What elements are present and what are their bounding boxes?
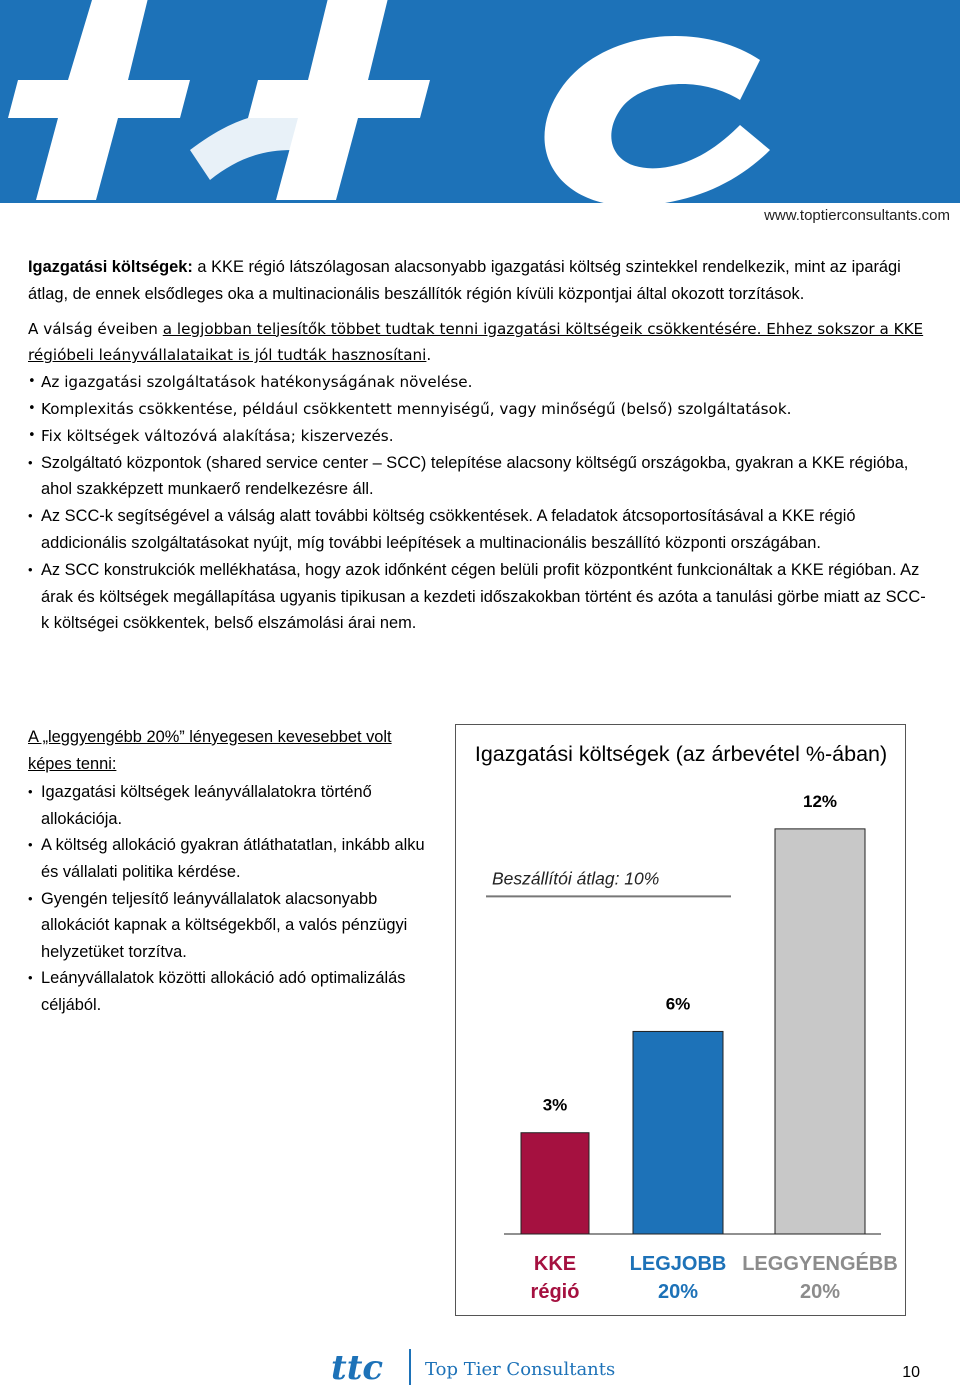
bar-1 (633, 1031, 723, 1234)
website-url[interactable]: www.toptierconsultants.com (764, 207, 950, 224)
list-item: • Igazgatási költségek leányvállalatokra történő allokációja. (28, 779, 438, 832)
page-number: 10 (902, 1364, 920, 1381)
main-text (28, 254, 933, 637)
footer-brand-name: Top Tier Consultants (425, 1359, 616, 1380)
chart-panel (455, 724, 906, 1316)
list-item: • Az SCC konstrukciók mellékhatása, hogy azok időnként cégen belüli profit központként funkcionáltak a KKE régióban. Az árak és költségek megállapítása ugyanis tipikusan a kezdeti időszakokban történt és azóta a tanulási görbe miatt az SCC-k költségei csökkentek, belső elszámolási árai nem. (28, 557, 933, 637)
category-label-1-1: 20% (657, 1281, 699, 1303)
bar-chart (456, 725, 907, 1317)
ttc-logo-graphic (0, 0, 960, 203)
footer-divider (409, 1349, 411, 1385)
list-item: • Az SCC-k segítségével a válság alatt további költség csökkentések. A feladatok átcsoportosításával a KKE régió addicionális szolgáltatásokat nyújt, míg további leépítések a multinacionális beszállító központi országában. (28, 503, 933, 557)
footer-logo (331, 1347, 651, 1392)
intro-bold: Igazgatási költségek: (28, 258, 193, 276)
intro-rest: a KKE régió látszólagosan alacsonyabb igazgatási költség szintekkel rendelkezik, mint az iparági átlag, de ennek elsődleges oka a multinacionális beszállítók régión kívüli központjai által okozott torzítások. (28, 258, 901, 303)
list-item: • Szolgáltató központok (shared service center – SCC) telepítése alacsony költségű országokba, gyakran a KKE régióba, ahol szakképzett munkaerő rendelkezésre áll. (28, 450, 933, 504)
bullets-top (28, 369, 933, 449)
list-item: • Fix költségek változóvá alakítása; kiszervezés. (28, 423, 933, 450)
bar-2 (775, 829, 865, 1234)
category-label-0-0: KKE (533, 1253, 577, 1275)
footer-logo-mark: ttc (331, 1348, 384, 1387)
reference-line-label: Beszállítói átlag: 10% (492, 868, 660, 889)
crisis-tail: . (426, 346, 432, 365)
list-item: • A költség allokáció gyakran átláthatatlan, inkább alku és vállalati politika kérdése. (28, 832, 438, 885)
crisis-lead: A válság éveiben (28, 319, 163, 338)
list-item: • Leányvállalatok közötti allokáció adó optimalizálás céljából. (28, 965, 438, 1018)
crisis-paragraph (28, 316, 933, 370)
value-label-2: 12% (802, 791, 838, 811)
value-label-1: 6% (665, 994, 691, 1014)
category-label-2-0: LEGGYENGÉBB (742, 1253, 898, 1275)
list-item: • Gyengén teljesítő leányvállalatok alacsonyabb allokációt kapnak a költségekből, a valós pénzügyi helyzetüket torzítva. (28, 886, 438, 966)
category-label-1-0: LEGJOBB (629, 1253, 727, 1275)
header-banner (0, 0, 960, 203)
category-label-0-1: régió (530, 1281, 580, 1303)
chart-title: Igazgatási költségek (az árbevétel %-ában) (474, 742, 888, 766)
list-item: • Az igazgatási szolgáltatások hatékonyságának növelése. (28, 369, 933, 396)
crisis-underlined: a legjobban teljesítők többet tudtak tenni igazgatási költségeik csökkentésére. Ehhez sokszor a KKE régióbeli leányvállalataikat is jól tudták hasznosítani (28, 319, 924, 365)
bullets-mid (28, 450, 933, 638)
category-label-2-1: 20% (799, 1281, 841, 1303)
bar-0 (521, 1133, 589, 1234)
intro-paragraph (28, 254, 933, 308)
left-heading: A „leggyengébb 20%” lényegesen kevesebbet volt képes tenni: (28, 728, 392, 773)
left-column (28, 724, 438, 1019)
value-label-0: 3% (542, 1095, 568, 1115)
list-item: • Komplexitás csökkentése, például csökkentett mennyiségű, vagy minőségű (belső) szolgáltatások. (28, 396, 933, 423)
left-bullets (28, 779, 438, 1018)
